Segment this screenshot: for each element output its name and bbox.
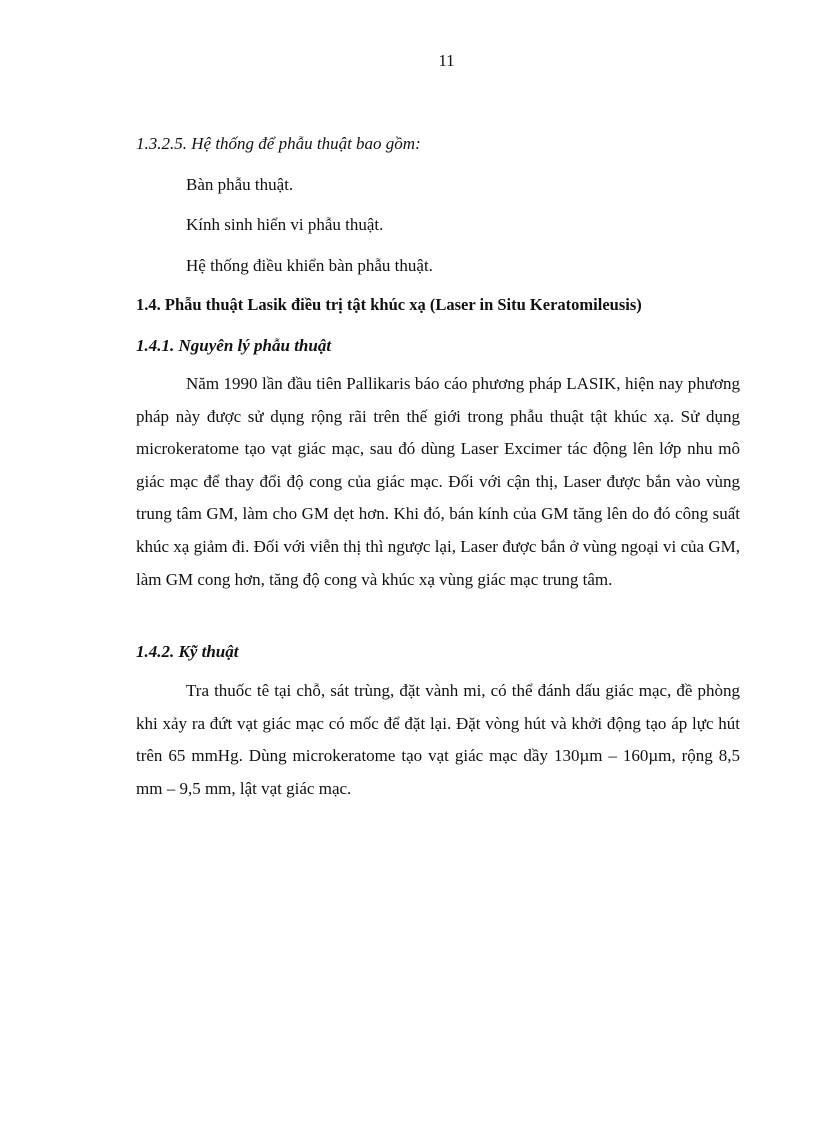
list-item-1: Bàn phẫu thuật. [186,175,294,194]
section-1325-heading: 1.3.2.5. Hệ thống để phẫu thuật bao gồm: [136,134,421,153]
page-number: 11 [438,51,455,70]
section-142-heading: 1.4.2. Kỹ thuật [136,642,239,661]
list-item-3: Hệ thống điều khiển bàn phẫu thuật. [186,256,433,275]
section-142-paragraph [136,675,740,805]
section-141-paragraph [136,368,740,596]
section-141-paragraph-text: Năm 1990 lần đầu tiên Pallikaris báo cáo phương pháp LASIK, hiện nay phương pháp này được sử dụng rộng rãi trên thế giới trong phẫu thuật tật khúc xạ. Sử dụng microkeratome tạo vạt giác mạc, sau đó dùng Laser Excimer tác động lên lớp nhu mô giác mạc để thay đổi độ cong của giác mạc. Đối với cận thị, Laser được bắn vào vùng trung tâm GM, làm cho GM dẹt hơn. Khi đó, bán kính của GM tăng lên do đó công suất khúc xạ giảm đi. Đối với viễn thị thì ngược lại, Laser được bắn ở vùng ngoại vi của GM, làm GM cong hơn, tăng độ cong và khúc xạ vùng giác mạc trung tâm. [136,374,740,589]
section-141-heading: 1.4.1. Nguyên lý phẫu thuật [136,336,332,355]
list-item-2: Kính sinh hiển vi phẫu thuật. [186,215,384,234]
section-14-heading: 1.4. Phẫu thuật Lasik điều trị tật khúc xạ (Laser in Situ Keratomileusis) [136,295,642,314]
section-142-paragraph-text: Tra thuốc tê tại chỗ, sát trùng, đặt vành mi, có thể đánh dấu giác mạc, đề phòng khi xảy ra đứt vạt giác mạc có mốc để đặt lại. Đặt vòng hút và khởi động tạo áp lực hút trên 65 mmHg. Dùng microkeratome tạo vạt giác mạc dầy 130µm – 160µm, rộng 8,5 mm – 9,5 mm, lật vạt giác mạc. [136,681,740,798]
